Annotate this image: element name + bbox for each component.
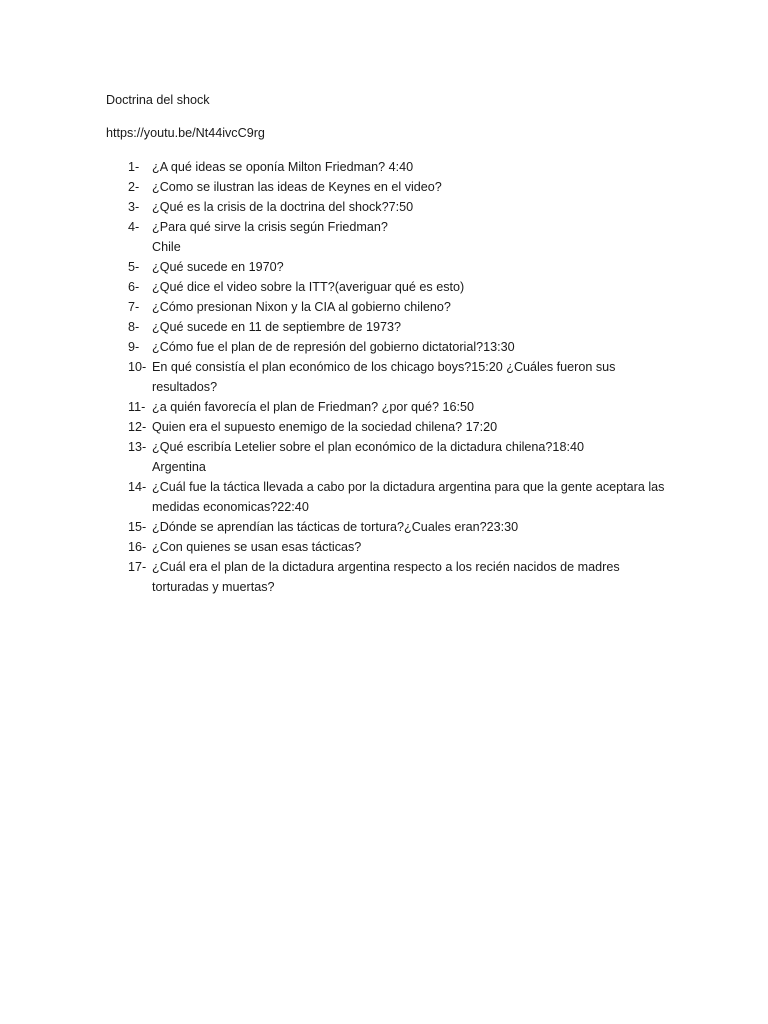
question-item-5 xyxy=(128,257,668,277)
question-item-3 xyxy=(128,197,668,217)
question-text: ¿Qué es la crisis de la doctrina del shock?7:50 xyxy=(152,200,414,214)
question-item-13 xyxy=(128,437,668,457)
question-item-8 xyxy=(128,317,668,337)
question-number: 12- xyxy=(128,420,147,434)
question-number: 15- xyxy=(128,520,147,534)
section-heading-argentina: Argentina xyxy=(152,460,206,474)
question-text: Quien era el supuesto enemigo de la sociedad chilena? 17:20 xyxy=(152,420,498,434)
question-item-10 xyxy=(128,357,668,397)
question-text: En qué consistía el plan económico de los chicago boys?15:20 ¿Cuáles fueron sus resultados? xyxy=(152,360,616,394)
question-text: ¿a quién favorecía el plan de Friedman? ¿por qué? 16:50 xyxy=(152,400,475,414)
question-item-16 xyxy=(128,537,668,557)
question-item-7 xyxy=(128,297,668,317)
question-text: ¿Para qué sirve la crisis según Friedman? xyxy=(152,220,388,234)
question-number: 13- xyxy=(128,440,147,454)
question-item-17 xyxy=(128,557,668,597)
question-number: 7- xyxy=(128,300,140,314)
question-number: 6- xyxy=(128,280,140,294)
question-text: ¿Qué dice el video sobre la ITT?(averiguar qué es esto) xyxy=(152,280,465,294)
question-item-2 xyxy=(128,177,668,197)
question-text: ¿Con quienes se usan esas tácticas? xyxy=(152,540,362,554)
question-list xyxy=(128,157,668,597)
question-number: 4- xyxy=(128,220,140,234)
question-number: 2- xyxy=(128,180,140,194)
question-number: 3- xyxy=(128,200,140,214)
question-text: ¿Qué sucede en 11 de septiembre de 1973? xyxy=(152,320,402,334)
question-text: ¿Cuál fue la táctica llevada a cabo por la dictadura argentina para que la gente aceptara las medidas economicas?22:40 xyxy=(152,480,665,514)
question-item-9 xyxy=(128,337,668,357)
question-text: ¿A qué ideas se oponía Milton Friedman? 4:40 xyxy=(152,160,414,174)
question-text: ¿Qué sucede en 1970? xyxy=(152,260,284,274)
question-item-15 xyxy=(128,517,668,537)
question-item-11 xyxy=(128,397,668,417)
question-number: 8- xyxy=(128,320,140,334)
question-item-12 xyxy=(128,417,668,437)
question-number: 14- xyxy=(128,480,147,494)
question-number: 17- xyxy=(128,560,147,574)
question-number: 16- xyxy=(128,540,147,554)
question-text: ¿Como se ilustran las ideas de Keynes en el video? xyxy=(152,180,442,194)
question-text: ¿Dónde se aprendían las tácticas de tortura?¿Cuales eran?23:30 xyxy=(152,520,519,534)
question-number: 11- xyxy=(128,400,146,414)
question-item-14 xyxy=(128,477,668,517)
video-link: https://youtu.be/Nt44ivcC9rg xyxy=(106,126,265,140)
question-text: ¿Cómo fue el plan de de represión del gobierno dictatorial?13:30 xyxy=(152,340,515,354)
question-number: 1- xyxy=(128,160,140,174)
question-number: 10- xyxy=(128,360,147,374)
question-item-4 xyxy=(128,217,668,237)
question-number: 9- xyxy=(128,340,140,354)
question-item-1 xyxy=(128,157,668,177)
section-heading-chile: Chile xyxy=(152,240,181,254)
question-text: ¿Qué escribía Letelier sobre el plan económico de la dictadura chilena?18:40 xyxy=(152,440,584,454)
question-item-6 xyxy=(128,277,668,297)
question-text: ¿Cuál era el plan de la dictadura argentina respecto a los recién nacidos de madres torturadas y muertas? xyxy=(152,560,620,594)
question-text: ¿Cómo presionan Nixon y la CIA al gobierno chileno? xyxy=(152,300,451,314)
question-number: 5- xyxy=(128,260,140,274)
document-title: Doctrina del shock xyxy=(106,93,210,107)
